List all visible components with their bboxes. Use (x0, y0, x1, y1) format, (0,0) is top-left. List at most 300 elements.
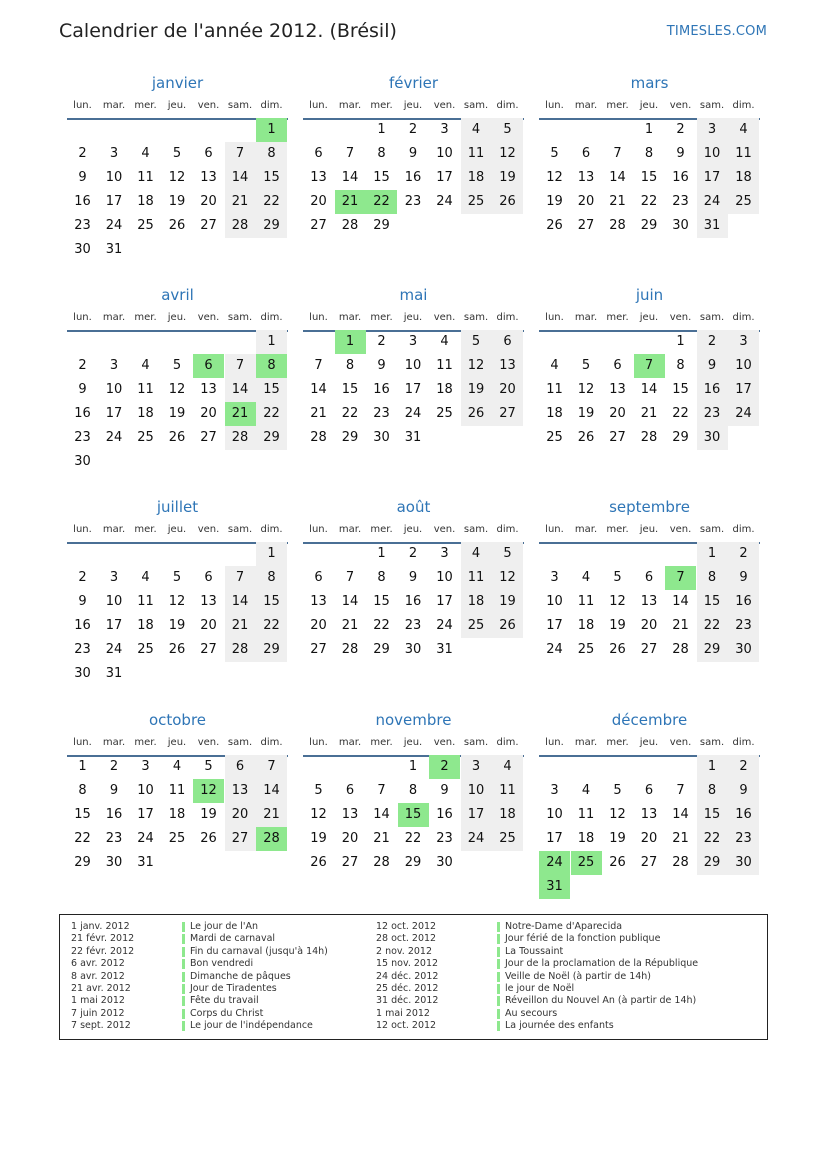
day-cell: 23 (728, 614, 759, 638)
legend-holiday-name: Bon vendredi (190, 958, 254, 970)
weekday-header: lun. (545, 312, 564, 323)
day-cell: 21 (225, 190, 256, 214)
day-cell: 18 (137, 194, 154, 209)
legend-color-marker (497, 934, 500, 944)
weekday-header: mar. (574, 100, 598, 111)
day-cell: 6 (581, 146, 591, 161)
day-cell: 12 (609, 594, 626, 609)
holiday-day-cell: 12 (193, 779, 224, 803)
day-cell: 5 (550, 146, 559, 161)
weekday-header: mer. (370, 737, 393, 748)
weekday-header: lun. (309, 737, 328, 748)
day-cell: 10 (436, 570, 453, 585)
weekday-header: lun. (309, 312, 328, 323)
day-cell: 4 (461, 118, 492, 142)
day-cell: 8 (377, 570, 386, 585)
weekday-header: mar. (338, 100, 362, 111)
day-cell: 28 (640, 430, 658, 445)
day-cell: 7 (345, 570, 355, 585)
day-cell: 30 (436, 855, 453, 870)
day-cell: 6 (204, 146, 213, 161)
legend-date: 1 janv. 2012 (71, 921, 130, 932)
day-cell: 23 (436, 831, 453, 846)
day-cell: 29 (697, 638, 728, 662)
weekday-header: sam. (463, 100, 489, 111)
month-header-rule (67, 330, 288, 332)
legend-color-marker (182, 1009, 185, 1019)
day-cell: 26 (609, 855, 626, 870)
weekday-header: dim. (496, 737, 519, 748)
weekday-header: ven. (433, 312, 456, 323)
day-cell: 7 (225, 142, 256, 166)
legend-date: 28 oct. 2012 (376, 933, 437, 945)
holiday-day-cell: 25 (571, 851, 602, 875)
weekday-header: ven. (197, 312, 220, 323)
month-block (67, 74, 288, 274)
day-cell: 22 (697, 827, 728, 851)
day-cell: 30 (404, 642, 422, 657)
weekday-header: lun. (309, 524, 328, 535)
month-block (67, 286, 288, 486)
brand-logo-text[interactable]: TIMESLES.COM (666, 24, 767, 39)
day-cell: 6 (314, 146, 323, 161)
day-cell: 29 (697, 851, 728, 875)
legend-date: 1 mai 2012 (376, 1007, 430, 1019)
day-cell: 21 (640, 406, 658, 421)
day-cell: 18 (546, 406, 563, 421)
day-cell: 16 (373, 382, 390, 397)
day-cell: 4 (141, 146, 150, 161)
legend-date: 31 déc. 2012 (376, 995, 439, 1007)
day-cell: 29 (404, 855, 422, 870)
day-cell: 28 (373, 855, 390, 870)
day-cell: 14 (373, 807, 390, 822)
day-cell: 11 (137, 382, 154, 397)
day-cell: 24 (105, 430, 123, 445)
day-cell: 24 (105, 218, 123, 233)
day-cell: 26 (577, 430, 595, 445)
day-cell: 18 (577, 831, 595, 846)
day-cell: 4 (440, 334, 449, 349)
day-cell: 22 (256, 402, 287, 426)
day-cell: 2 (78, 146, 87, 161)
weekday-header: dim. (732, 524, 755, 535)
weekday-header: jeu. (639, 737, 659, 748)
day-cell: 1 (377, 122, 386, 137)
day-cell: 16 (672, 170, 689, 185)
day-cell: 29 (373, 642, 390, 657)
day-cell: 16 (728, 590, 759, 614)
weekday-header: sam. (699, 524, 725, 535)
month-header-rule (67, 118, 288, 120)
day-cell: 24 (728, 402, 759, 426)
day-cell: 21 (609, 194, 626, 209)
day-cell: 21 (341, 618, 359, 633)
month-block (67, 711, 288, 911)
day-cell: 17 (137, 807, 154, 822)
day-cell: 27 (640, 855, 658, 870)
weekday-header: ven. (197, 524, 220, 535)
holiday-day-cell: 28 (256, 827, 287, 851)
day-cell: 21 (256, 803, 287, 827)
day-cell: 8 (345, 358, 355, 373)
day-cell: 27 (609, 430, 626, 445)
day-cell: 14 (341, 594, 359, 609)
day-cell: 9 (78, 382, 87, 397)
day-cell: 10 (728, 354, 759, 378)
day-cell: 23 (105, 831, 123, 846)
day-cell: 16 (436, 807, 453, 822)
day-cell: 27 (225, 827, 256, 851)
day-cell: 25 (436, 406, 453, 421)
day-cell: 24 (436, 194, 453, 209)
day-cell: 15 (697, 590, 728, 614)
day-cell: 28 (609, 218, 626, 233)
legend-holiday-name: Réveillon du Nouvel An (à partir de 14h) (505, 995, 697, 1007)
day-cell: 25 (577, 642, 595, 657)
day-cell: 28 (341, 218, 359, 233)
day-cell: 23 (373, 406, 390, 421)
day-cell: 10 (105, 170, 123, 185)
day-cell: 15 (697, 803, 728, 827)
legend-date: 12 oct. 2012 (376, 921, 437, 932)
day-cell: 18 (577, 618, 595, 633)
day-cell: 14 (225, 166, 256, 190)
day-cell: 30 (728, 638, 759, 662)
legend-date: 8 avr. 2012 (71, 970, 125, 982)
day-cell: 6 (613, 358, 622, 373)
day-cell: 24 (546, 642, 563, 657)
day-cell: 11 (492, 779, 523, 803)
day-cell: 17 (461, 803, 492, 827)
weekday-header: jeu. (167, 312, 187, 323)
day-cell: 13 (225, 779, 256, 803)
weekday-header: jeu. (639, 524, 659, 535)
day-cell: 13 (640, 594, 658, 609)
day-cell: 10 (461, 779, 492, 803)
day-cell: 12 (168, 382, 186, 397)
day-cell: 20 (310, 618, 327, 633)
day-cell: 29 (672, 430, 689, 445)
weekday-header: sam. (699, 100, 725, 111)
day-cell: 3 (461, 755, 492, 779)
day-cell: 17 (105, 194, 123, 209)
day-cell: 4 (461, 542, 492, 566)
legend-color-marker (497, 996, 500, 1006)
day-cell: 1 (676, 334, 685, 349)
day-cell: 20 (200, 618, 217, 633)
day-cell: 19 (168, 406, 186, 421)
day-cell: 15 (341, 382, 359, 397)
day-cell: 16 (74, 194, 91, 209)
day-cell: 20 (577, 194, 595, 209)
day-cell: 30 (74, 242, 91, 257)
day-cell: 4 (492, 755, 523, 779)
legend-holiday-name: Fin du carnaval (jusqu'à 14h) (190, 945, 328, 957)
day-cell: 8 (697, 566, 728, 590)
day-cell: 22 (373, 618, 390, 633)
day-cell: 30 (74, 666, 91, 681)
day-cell: 6 (225, 755, 256, 779)
day-cell: 25 (461, 614, 492, 638)
day-cell: 13 (310, 170, 327, 185)
legend-color-marker (497, 972, 500, 982)
day-cell: 21 (672, 618, 689, 633)
day-cell: 27 (640, 642, 658, 657)
weekday-header: ven. (433, 100, 456, 111)
day-cell: 21 (310, 406, 327, 421)
day-cell: 27 (200, 642, 217, 657)
day-cell: 24 (461, 827, 492, 851)
day-cell: 2 (728, 755, 759, 779)
day-cell: 5 (613, 783, 622, 798)
day-cell: 13 (341, 807, 359, 822)
day-cell: 5 (492, 118, 523, 142)
month-name: mai (399, 286, 428, 304)
day-cell: 25 (546, 430, 563, 445)
day-cell: 1 (256, 542, 287, 566)
weekday-header: mer. (134, 524, 157, 535)
day-cell: 5 (613, 570, 622, 585)
day-cell: 31 (404, 430, 422, 445)
day-cell: 25 (168, 831, 186, 846)
legend-date: 12 oct. 2012 (376, 1020, 437, 1032)
day-cell: 19 (546, 194, 563, 209)
day-cell: 5 (492, 542, 523, 566)
day-cell: 20 (492, 378, 523, 402)
weekday-header: sam. (463, 312, 489, 323)
weekday-header: mer. (370, 524, 393, 535)
day-cell: 9 (109, 783, 119, 798)
legend-holiday-name: Jour de la proclamation de la République (505, 958, 699, 970)
day-cell: 20 (341, 831, 359, 846)
day-cell: 4 (172, 759, 182, 774)
holiday-day-cell: 21 (335, 190, 366, 214)
day-cell: 12 (168, 170, 186, 185)
day-cell: 18 (436, 382, 453, 397)
day-cell: 25 (461, 190, 492, 214)
month-name: juillet (156, 498, 199, 516)
day-cell: 19 (168, 618, 186, 633)
legend-holiday-name: Le jour de l'indépendance (190, 1020, 313, 1032)
day-cell: 11 (546, 382, 563, 397)
day-cell: 9 (408, 146, 418, 161)
day-cell: 26 (609, 642, 626, 657)
day-cell: 29 (256, 638, 287, 662)
day-cell: 11 (577, 807, 595, 822)
day-cell: 25 (137, 218, 154, 233)
weekday-header: mar. (338, 524, 362, 535)
day-cell: 16 (697, 378, 728, 402)
day-cell: 17 (105, 406, 123, 421)
month-name: juin (635, 286, 664, 304)
weekday-header: mer. (134, 737, 157, 748)
holiday-day-cell: 6 (193, 354, 224, 378)
day-cell: 2 (109, 759, 119, 774)
day-cell: 12 (461, 354, 492, 378)
day-cell: 3 (728, 330, 759, 354)
day-cell: 7 (345, 146, 355, 161)
day-cell: 23 (697, 402, 728, 426)
day-cell: 19 (492, 166, 523, 190)
day-cell: 28 (225, 426, 256, 450)
day-cell: 23 (404, 194, 422, 209)
day-cell: 29 (373, 218, 390, 233)
weekday-header: mar. (102, 312, 126, 323)
month-name: septembre (609, 498, 690, 516)
weekday-header: ven. (197, 100, 220, 111)
day-cell: 11 (137, 594, 154, 609)
day-cell: 6 (492, 330, 523, 354)
day-cell: 9 (440, 783, 449, 798)
day-cell: 18 (137, 618, 154, 633)
day-cell: 1 (697, 542, 728, 566)
day-cell: 10 (137, 783, 154, 798)
day-cell: 15 (373, 594, 390, 609)
holiday-day-cell: 8 (256, 354, 287, 378)
weekday-header: mar. (338, 737, 362, 748)
weekday-header: ven. (669, 312, 692, 323)
month-block (303, 286, 524, 486)
day-cell: 28 (225, 214, 256, 238)
day-cell: 23 (672, 194, 689, 209)
weekday-header: mer. (606, 737, 629, 748)
weekday-header: sam. (227, 312, 253, 323)
day-cell: 5 (204, 759, 213, 774)
day-cell: 8 (256, 142, 287, 166)
day-cell: 19 (310, 831, 327, 846)
day-cell: 14 (672, 594, 689, 609)
legend-color-marker (182, 934, 185, 944)
weekday-header: lun. (545, 737, 564, 748)
weekday-header: mar. (102, 100, 126, 111)
month-block (303, 711, 524, 911)
day-cell: 22 (256, 190, 287, 214)
day-cell: 1 (697, 755, 728, 779)
day-cell: 20 (640, 831, 658, 846)
day-cell: 31 (105, 242, 123, 257)
day-cell: 15 (373, 170, 390, 185)
day-cell: 27 (200, 218, 217, 233)
day-cell: 10 (404, 358, 422, 373)
legend-color-marker (182, 996, 185, 1006)
day-cell: 2 (408, 546, 418, 561)
day-cell: 14 (225, 378, 256, 402)
day-cell: 30 (105, 855, 123, 870)
day-cell: 18 (728, 166, 759, 190)
weekday-header: ven. (669, 524, 692, 535)
day-cell: 10 (546, 807, 563, 822)
legend-date: 2 nov. 2012 (376, 945, 432, 957)
weekday-header: sam. (227, 100, 253, 111)
day-cell: 5 (461, 330, 492, 354)
weekday-header: jeu. (167, 524, 187, 535)
day-cell: 19 (609, 618, 626, 633)
day-cell: 28 (225, 638, 256, 662)
day-cell: 22 (341, 406, 359, 421)
day-cell: 20 (609, 406, 626, 421)
day-cell: 15 (672, 382, 689, 397)
month-name: avril (161, 286, 194, 304)
day-cell: 17 (546, 618, 563, 633)
day-cell: 11 (137, 170, 154, 185)
weekday-header: dim. (496, 100, 519, 111)
weekday-header: mer. (370, 312, 393, 323)
day-cell: 4 (141, 570, 150, 585)
day-cell: 2 (408, 122, 418, 137)
day-cell: 4 (581, 570, 591, 585)
day-cell: 8 (377, 146, 386, 161)
day-cell: 7 (314, 358, 323, 373)
day-cell: 7 (613, 146, 622, 161)
day-cell: 9 (728, 779, 759, 803)
holiday-legend (59, 914, 768, 1040)
weekday-header: jeu. (403, 312, 423, 323)
day-cell: 8 (697, 779, 728, 803)
day-cell: 15 (256, 166, 287, 190)
weekday-header: jeu. (639, 100, 659, 111)
day-cell: 30 (74, 454, 91, 469)
day-cell: 27 (492, 402, 523, 426)
day-cell: 19 (577, 406, 595, 421)
legend-date: 7 juin 2012 (71, 1007, 125, 1019)
weekday-header: jeu. (167, 100, 187, 111)
day-cell: 17 (697, 166, 728, 190)
day-cell: 3 (109, 570, 119, 585)
day-cell: 13 (640, 807, 658, 822)
day-cell: 27 (310, 218, 327, 233)
month-block (539, 286, 760, 486)
day-cell: 9 (728, 566, 759, 590)
day-cell: 27 (200, 430, 217, 445)
day-cell: 30 (672, 218, 689, 233)
legend-color-marker (497, 984, 500, 994)
day-cell: 22 (404, 831, 422, 846)
day-cell: 2 (78, 358, 87, 373)
day-cell: 22 (672, 406, 689, 421)
day-cell: 22 (640, 194, 658, 209)
day-cell: 11 (168, 783, 186, 798)
legend-color-marker (497, 922, 500, 932)
day-cell: 9 (78, 170, 87, 185)
month-header-rule (67, 542, 288, 544)
day-cell: 30 (697, 426, 728, 450)
weekday-header: jeu. (403, 737, 423, 748)
holiday-day-cell: 7 (634, 354, 665, 378)
day-cell: 2 (697, 330, 728, 354)
day-cell: 7 (256, 755, 287, 779)
weekday-header: dim. (260, 737, 283, 748)
day-cell: 26 (168, 430, 186, 445)
day-cell: 17 (436, 594, 453, 609)
day-cell: 3 (408, 334, 418, 349)
weekday-header: mer. (134, 312, 157, 323)
weekday-header: dim. (496, 524, 519, 535)
legend-color-marker (182, 947, 185, 957)
day-cell: 1 (256, 330, 287, 354)
month-name: août (396, 498, 431, 516)
day-cell: 1 (377, 546, 386, 561)
legend-color-marker (182, 984, 185, 994)
weekday-header: dim. (260, 100, 283, 111)
day-cell: 31 (137, 855, 154, 870)
day-cell: 5 (581, 358, 591, 373)
day-cell: 6 (204, 570, 213, 585)
day-cell: 7 (225, 566, 256, 590)
day-cell: 4 (581, 783, 591, 798)
month-block (539, 711, 760, 911)
weekday-header: sam. (463, 524, 489, 535)
